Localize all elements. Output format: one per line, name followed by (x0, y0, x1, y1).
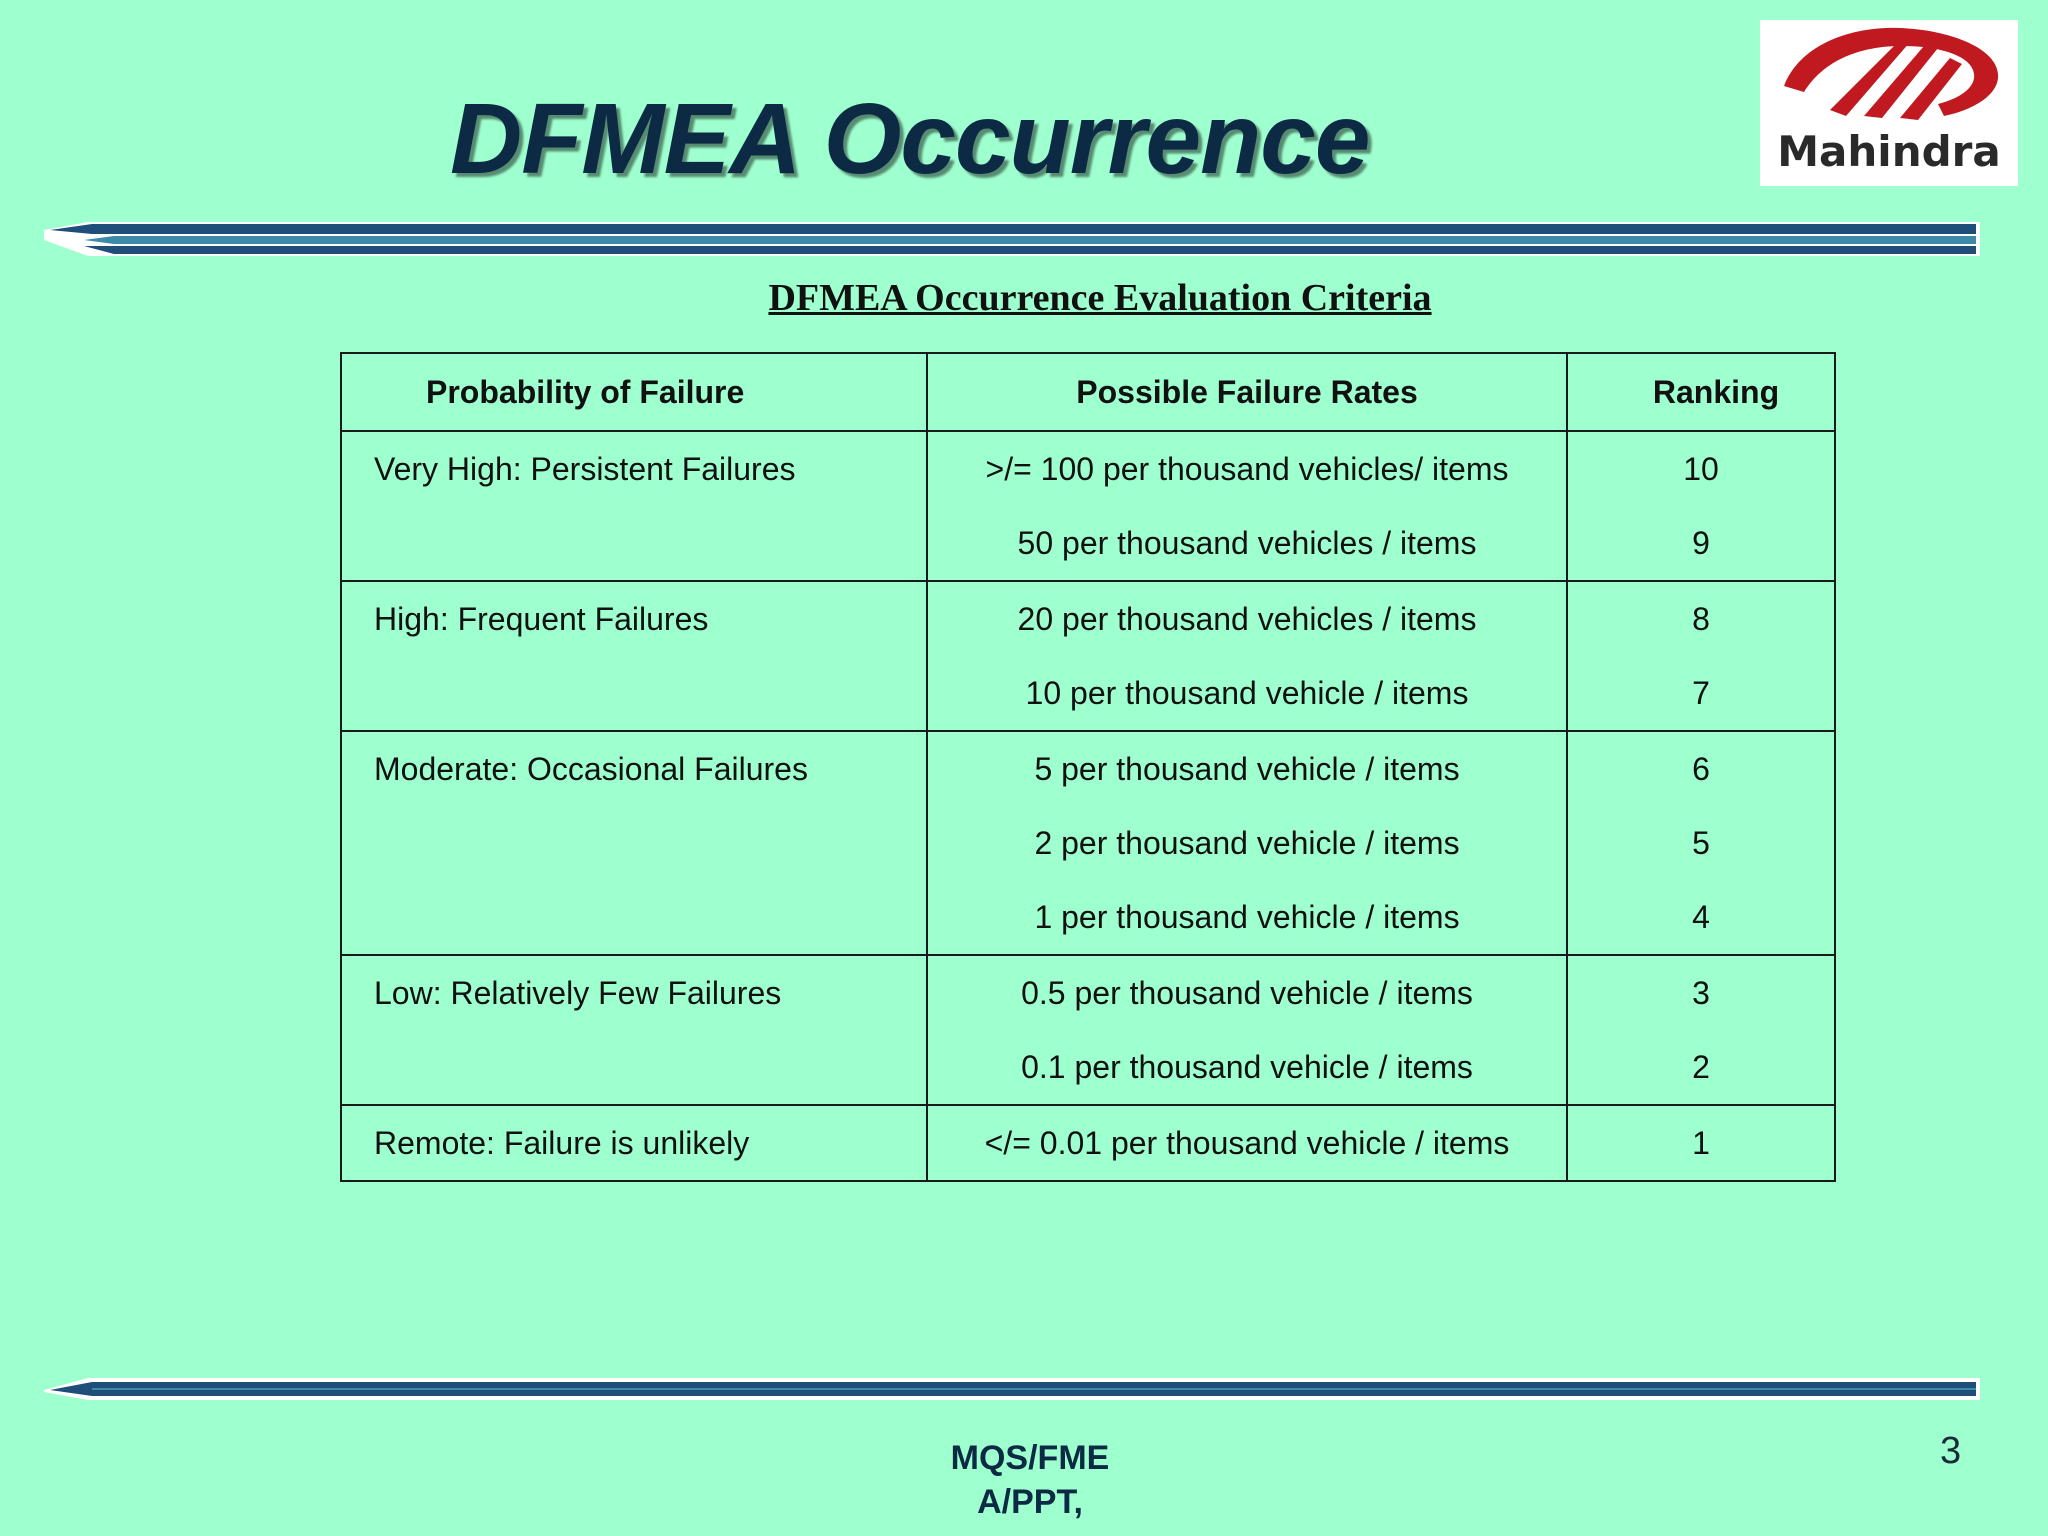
ranking-cell: 4 (1567, 880, 1835, 955)
table-header-row (341, 353, 1835, 431)
probability-cell: Remote: Failure is unlikely (341, 1105, 927, 1181)
failure-rate-cell: 1 per thousand vehicle / items (927, 880, 1567, 955)
table-row (341, 731, 1835, 806)
table-row (341, 880, 1835, 955)
ranking-cell: 10 (1567, 431, 1835, 506)
table-row (341, 431, 1835, 506)
probability-cell: Low: Relatively Few Failures (341, 955, 927, 1030)
slide-title: DFMEA Occurrence (450, 83, 1370, 195)
ranking-cell: 2 (1567, 1030, 1835, 1105)
footer-line-2: A/PPT, (977, 1483, 1083, 1521)
table-row (341, 656, 1835, 731)
header-ranking: Ranking (1567, 353, 1835, 431)
ranking-cell: 3 (1567, 955, 1835, 1030)
probability-cell (341, 1030, 927, 1105)
ranking-cell: 1 (1567, 1105, 1835, 1181)
header-probability: Probability of Failure (341, 353, 927, 431)
table-row (341, 955, 1835, 1030)
failure-rate-cell: >/= 100 per thousand vehicles/ items (927, 431, 1567, 506)
ranking-cell: 6 (1567, 731, 1835, 806)
table-row (341, 1105, 1835, 1181)
failure-rate-cell: 2 per thousand vehicle / items (927, 806, 1567, 880)
page-number: 3 (1940, 1430, 1962, 1472)
probability-cell (341, 806, 927, 880)
svg-text:Mahindra: Mahindra (1777, 127, 2001, 176)
table-row (341, 806, 1835, 880)
failure-rate-cell: 0.1 per thousand vehicle / items (927, 1030, 1567, 1105)
ranking-cell: 5 (1567, 806, 1835, 880)
probability-cell: Moderate: Occasional Failures (341, 731, 927, 806)
probability-cell: High: Frequent Failures (341, 581, 927, 656)
failure-rate-cell: 0.5 per thousand vehicle / items (927, 955, 1567, 1030)
failure-rate-cell: 10 per thousand vehicle / items (927, 656, 1567, 731)
failure-rate-cell: 50 per thousand vehicles / items (927, 506, 1567, 581)
table-row (341, 1030, 1835, 1105)
table-row (341, 581, 1835, 656)
table-row (341, 506, 1835, 581)
table-caption: DFMEA Occurrence Evaluation Criteria (768, 277, 1432, 319)
failure-rate-cell: 5 per thousand vehicle / items (927, 731, 1567, 806)
probability-cell (341, 506, 927, 581)
footer-line-1: MQS/FME (950, 1439, 1110, 1477)
failure-rate-cell: </= 0.01 per thousand vehicle / items (927, 1105, 1567, 1181)
probability-cell: Very High: Persistent Failures (341, 431, 927, 506)
footer-document-code (900, 1436, 1160, 1524)
top-rule-divider (0, 216, 2048, 256)
failure-rate-cell: 20 per thousand vehicles / items (927, 581, 1567, 656)
probability-cell (341, 656, 927, 731)
probability-cell (341, 880, 927, 955)
mahindra-logo (1760, 20, 2018, 186)
ranking-cell: 7 (1567, 656, 1835, 731)
occurrence-criteria-table (340, 352, 1836, 1182)
ranking-cell: 9 (1567, 506, 1835, 581)
ranking-cell: 8 (1567, 581, 1835, 656)
header-failure-rates: Possible Failure Rates (927, 353, 1567, 431)
bottom-rule-divider (0, 1374, 2048, 1414)
